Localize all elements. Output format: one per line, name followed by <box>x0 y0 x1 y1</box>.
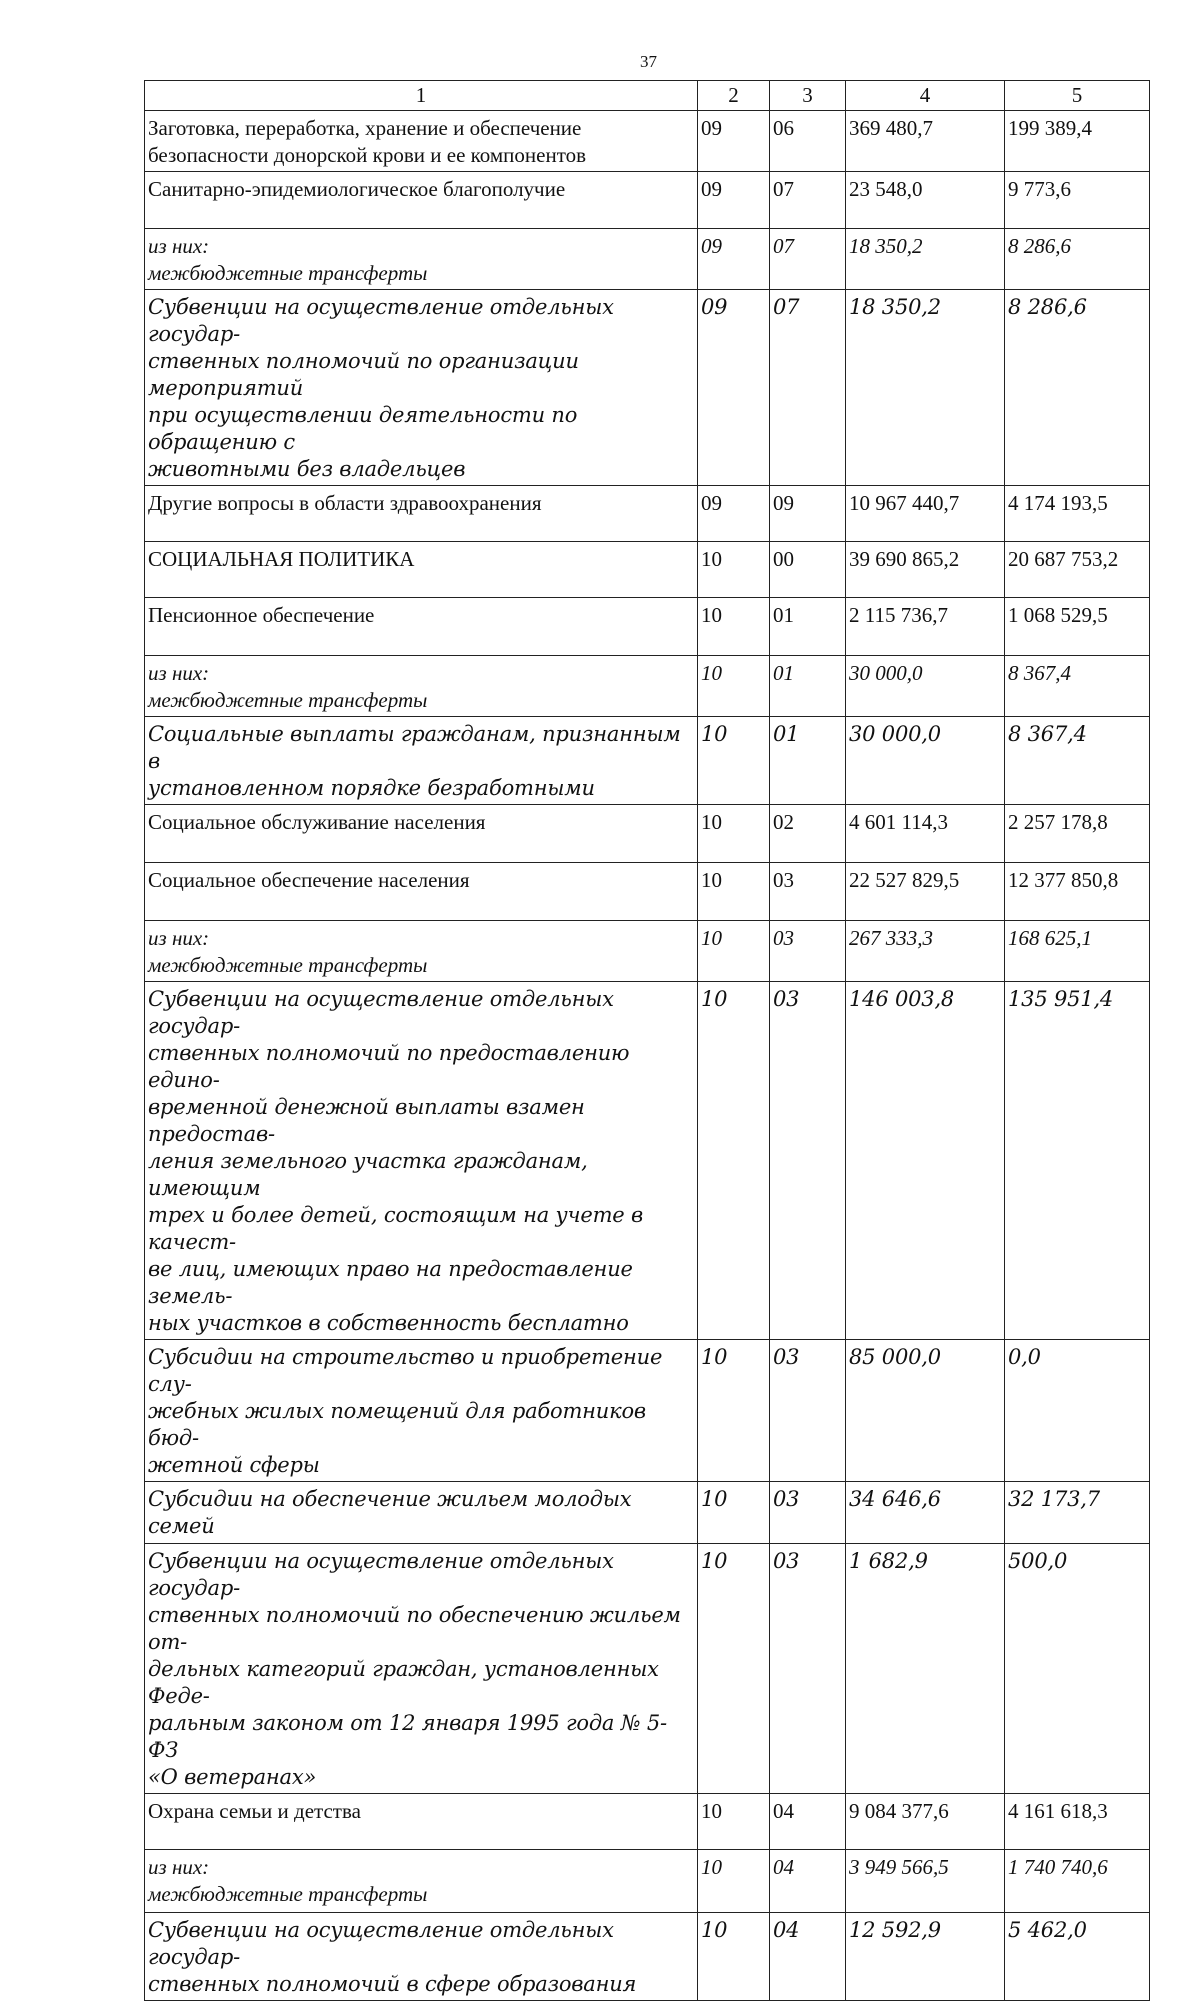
row-c5-cell: 135 951,4 <box>1005 982 1150 1340</box>
table-row <box>145 805 1150 863</box>
row-name-line: ных участков в собственность бесплатно <box>148 1311 629 1335</box>
row-c2-cell: 10 <box>698 1794 770 1850</box>
row-c5-cell: 4 174 193,5 <box>1005 486 1150 542</box>
row-c3-cell: 00 <box>770 542 846 598</box>
row-name-cell <box>145 542 698 598</box>
table-row <box>145 656 1150 717</box>
row-c5-cell: 5 462,0 <box>1005 1913 1150 2001</box>
row-c4-cell: 9 084 377,6 <box>846 1794 1005 1850</box>
row-c4-cell: 3 949 566,5 <box>846 1850 1005 1913</box>
row-c2-cell: 10 <box>698 805 770 863</box>
row-c2-cell: 10 <box>698 921 770 982</box>
row-name-line: межбюджетные трансферты <box>148 953 428 977</box>
row-c5-cell: 1 068 529,5 <box>1005 598 1150 656</box>
row-c3-cell: 07 <box>770 172 846 229</box>
row-name-line: Субвенции на осуществление отдельных государ- <box>148 295 614 346</box>
row-c4-cell: 146 003,8 <box>846 982 1005 1340</box>
row-name-line: ственных полномочий по организации мероприятий <box>148 349 579 400</box>
row-c5-cell: 8 286,6 <box>1005 229 1150 290</box>
row-name-line: Другие вопросы в области здравоохранения <box>148 491 542 515</box>
header-col-4: 4 <box>846 81 1005 111</box>
row-c2-cell: 10 <box>698 656 770 717</box>
row-name-line: установленном порядке безработными <box>148 776 595 800</box>
row-name-cell <box>145 1850 698 1913</box>
table-row <box>145 290 1150 486</box>
row-c3-cell: 03 <box>770 863 846 921</box>
table-row <box>145 1913 1150 2001</box>
row-c5-cell: 8 286,6 <box>1005 290 1150 486</box>
row-name-line: СОЦИАЛЬНАЯ ПОЛИТИКА <box>148 547 415 571</box>
row-c4-cell: 85 000,0 <box>846 1340 1005 1482</box>
row-name-line: «О ветеранах» <box>148 1765 317 1789</box>
table-row <box>145 598 1150 656</box>
row-name-line: безопасности донорской крови и ее компонентов <box>148 143 587 167</box>
row-name-cell <box>145 717 698 805</box>
row-c5-cell: 32 173,7 <box>1005 1482 1150 1544</box>
row-name-line: Субсидии на строительство и приобретение слу- <box>148 1345 663 1396</box>
row-name-line: при осуществлении деятельности по обращению с <box>148 403 578 454</box>
header-col-1: 1 <box>145 81 698 111</box>
row-name-line: Охрана семьи и детства <box>148 1799 361 1823</box>
row-name-line: из них: <box>148 661 210 685</box>
row-c5-cell: 500,0 <box>1005 1544 1150 1794</box>
row-name-line: трех и более детей, состоящим на учете в качест- <box>148 1203 644 1254</box>
row-c4-cell: 34 646,6 <box>846 1482 1005 1544</box>
row-c3-cell: 03 <box>770 1482 846 1544</box>
table-row <box>145 486 1150 542</box>
row-c5-cell: 20 687 753,2 <box>1005 542 1150 598</box>
table-row <box>145 1850 1150 1913</box>
row-name-cell <box>145 863 698 921</box>
row-c2-cell: 10 <box>698 1340 770 1482</box>
row-c3-cell: 03 <box>770 1544 846 1794</box>
row-name-line: Социальные выплаты гражданам, признанным в <box>148 722 681 773</box>
row-name-line: ственных полномочий по обеспечению жильем от- <box>148 1603 681 1654</box>
row-c4-cell: 10 967 440,7 <box>846 486 1005 542</box>
row-name-cell <box>145 982 698 1340</box>
row-c4-cell: 12 592,9 <box>846 1913 1005 2001</box>
row-c2-cell: 09 <box>698 486 770 542</box>
row-c3-cell: 07 <box>770 290 846 486</box>
row-name-line: ственных полномочий по предоставлению едино- <box>148 1041 630 1092</box>
table-row <box>145 1794 1150 1850</box>
row-c2-cell: 09 <box>698 229 770 290</box>
header-col-3: 3 <box>770 81 846 111</box>
row-c3-cell: 02 <box>770 805 846 863</box>
row-c3-cell: 06 <box>770 111 846 172</box>
table-row <box>145 1340 1150 1482</box>
row-c3-cell: 03 <box>770 1340 846 1482</box>
row-name-line: Социальное обеспечение населения <box>148 868 470 892</box>
row-c5-cell: 199 389,4 <box>1005 111 1150 172</box>
row-name-line: Заготовка, переработка, хранение и обеспечение <box>148 116 582 140</box>
row-c3-cell: 01 <box>770 717 846 805</box>
row-name-cell <box>145 290 698 486</box>
row-name-line: Субвенции на осуществление отдельных государ- <box>148 987 614 1038</box>
row-c5-cell: 168 625,1 <box>1005 921 1150 982</box>
row-name-line: межбюджетные трансферты <box>148 1882 428 1906</box>
row-name-line: межбюджетные трансферты <box>148 261 428 285</box>
row-c4-cell: 18 350,2 <box>846 290 1005 486</box>
row-c4-cell: 267 333,3 <box>846 921 1005 982</box>
row-c2-cell: 10 <box>698 1544 770 1794</box>
row-c2-cell: 10 <box>698 542 770 598</box>
row-c2-cell: 09 <box>698 172 770 229</box>
table-row <box>145 1544 1150 1794</box>
table-row <box>145 172 1150 229</box>
row-name-line: из них: <box>148 234 210 258</box>
table-row <box>145 542 1150 598</box>
row-name-line: Субсидии на обеспечение жильем молодых семей <box>148 1487 632 1538</box>
row-name-line: дельных категорий граждан, установленных Феде- <box>148 1657 659 1708</box>
row-c3-cell: 07 <box>770 229 846 290</box>
row-name-line: Пенсионное обеспечение <box>148 603 375 627</box>
table-row <box>145 1482 1150 1544</box>
row-name-line: ственных полномочий в сфере образования <box>148 1972 637 1996</box>
row-name-cell <box>145 1340 698 1482</box>
row-name-cell <box>145 486 698 542</box>
row-c4-cell: 30 000,0 <box>846 656 1005 717</box>
row-name-line: Субвенции на осуществление отдельных государ- <box>148 1549 614 1600</box>
row-name-cell <box>145 1482 698 1544</box>
row-c2-cell: 10 <box>698 717 770 805</box>
row-c4-cell: 369 480,7 <box>846 111 1005 172</box>
row-c2-cell: 09 <box>698 290 770 486</box>
table-row <box>145 717 1150 805</box>
row-c5-cell: 8 367,4 <box>1005 717 1150 805</box>
row-c3-cell: 04 <box>770 1850 846 1913</box>
row-name-line: животными без владельцев <box>148 457 466 481</box>
row-c5-cell: 9 773,6 <box>1005 172 1150 229</box>
row-c4-cell: 39 690 865,2 <box>846 542 1005 598</box>
row-c2-cell: 10 <box>698 1482 770 1544</box>
row-c4-cell: 18 350,2 <box>846 229 1005 290</box>
header-col-2: 2 <box>698 81 770 111</box>
row-name-line: Социальное обслуживание населения <box>148 810 486 834</box>
row-name-line: Санитарно-эпидемиологическое благополучие <box>148 177 566 201</box>
row-c2-cell: 10 <box>698 1913 770 2001</box>
row-name-line: жебных жилых помещений для работников бюд- <box>148 1399 646 1450</box>
row-c2-cell: 10 <box>698 863 770 921</box>
row-c5-cell: 0,0 <box>1005 1340 1150 1482</box>
row-name-cell <box>145 1913 698 2001</box>
row-c5-cell: 4 161 618,3 <box>1005 1794 1150 1850</box>
table-row <box>145 229 1150 290</box>
row-name-line: временной денежной выплаты взамен предостав- <box>148 1095 585 1146</box>
header-row <box>145 81 1150 111</box>
row-name-line: ральным законом от 12 января 1995 года № 5-ФЗ <box>148 1711 667 1762</box>
row-name-cell <box>145 172 698 229</box>
row-c4-cell: 2 115 736,7 <box>846 598 1005 656</box>
row-c3-cell: 04 <box>770 1794 846 1850</box>
row-c4-cell: 4 601 114,3 <box>846 805 1005 863</box>
budget-table <box>144 80 1150 2001</box>
row-name-cell <box>145 921 698 982</box>
row-name-cell <box>145 656 698 717</box>
row-c4-cell: 1 682,9 <box>846 1544 1005 1794</box>
table-row <box>145 863 1150 921</box>
row-c3-cell: 03 <box>770 982 846 1340</box>
row-c2-cell: 10 <box>698 598 770 656</box>
row-c3-cell: 03 <box>770 921 846 982</box>
row-c3-cell: 04 <box>770 1913 846 2001</box>
row-name-line: жетной сферы <box>148 1453 320 1477</box>
row-c2-cell: 10 <box>698 1850 770 1913</box>
row-c3-cell: 01 <box>770 656 846 717</box>
row-name-cell <box>145 111 698 172</box>
row-name-line: из них: <box>148 926 210 950</box>
row-name-line: из них: <box>148 1855 210 1879</box>
row-c4-cell: 22 527 829,5 <box>846 863 1005 921</box>
row-name-cell <box>145 229 698 290</box>
table-row <box>145 111 1150 172</box>
row-c5-cell: 12 377 850,8 <box>1005 863 1150 921</box>
row-c4-cell: 23 548,0 <box>846 172 1005 229</box>
row-c5-cell: 2 257 178,8 <box>1005 805 1150 863</box>
table-row <box>145 982 1150 1340</box>
row-c2-cell: 10 <box>698 982 770 1340</box>
row-name-cell <box>145 1794 698 1850</box>
row-name-cell <box>145 805 698 863</box>
row-c4-cell: 30 000,0 <box>846 717 1005 805</box>
row-name-line: Субвенции на осуществление отдельных государ- <box>148 1918 614 1969</box>
row-name-cell <box>145 1544 698 1794</box>
header-col-5: 5 <box>1005 81 1150 111</box>
page-number: 37 <box>640 52 657 71</box>
table-body <box>145 111 1150 2001</box>
row-c2-cell: 09 <box>698 111 770 172</box>
row-c3-cell: 09 <box>770 486 846 542</box>
row-name-line: межбюджетные трансферты <box>148 688 428 712</box>
row-c3-cell: 01 <box>770 598 846 656</box>
row-c5-cell: 1 740 740,6 <box>1005 1850 1150 1913</box>
table-row <box>145 921 1150 982</box>
row-name-line: ления земельного участка гражданам, имеющим <box>148 1149 588 1200</box>
row-c5-cell: 8 367,4 <box>1005 656 1150 717</box>
row-name-cell <box>145 598 698 656</box>
row-name-line: ве лиц, имеющих право на предоставление земель- <box>148 1257 633 1308</box>
